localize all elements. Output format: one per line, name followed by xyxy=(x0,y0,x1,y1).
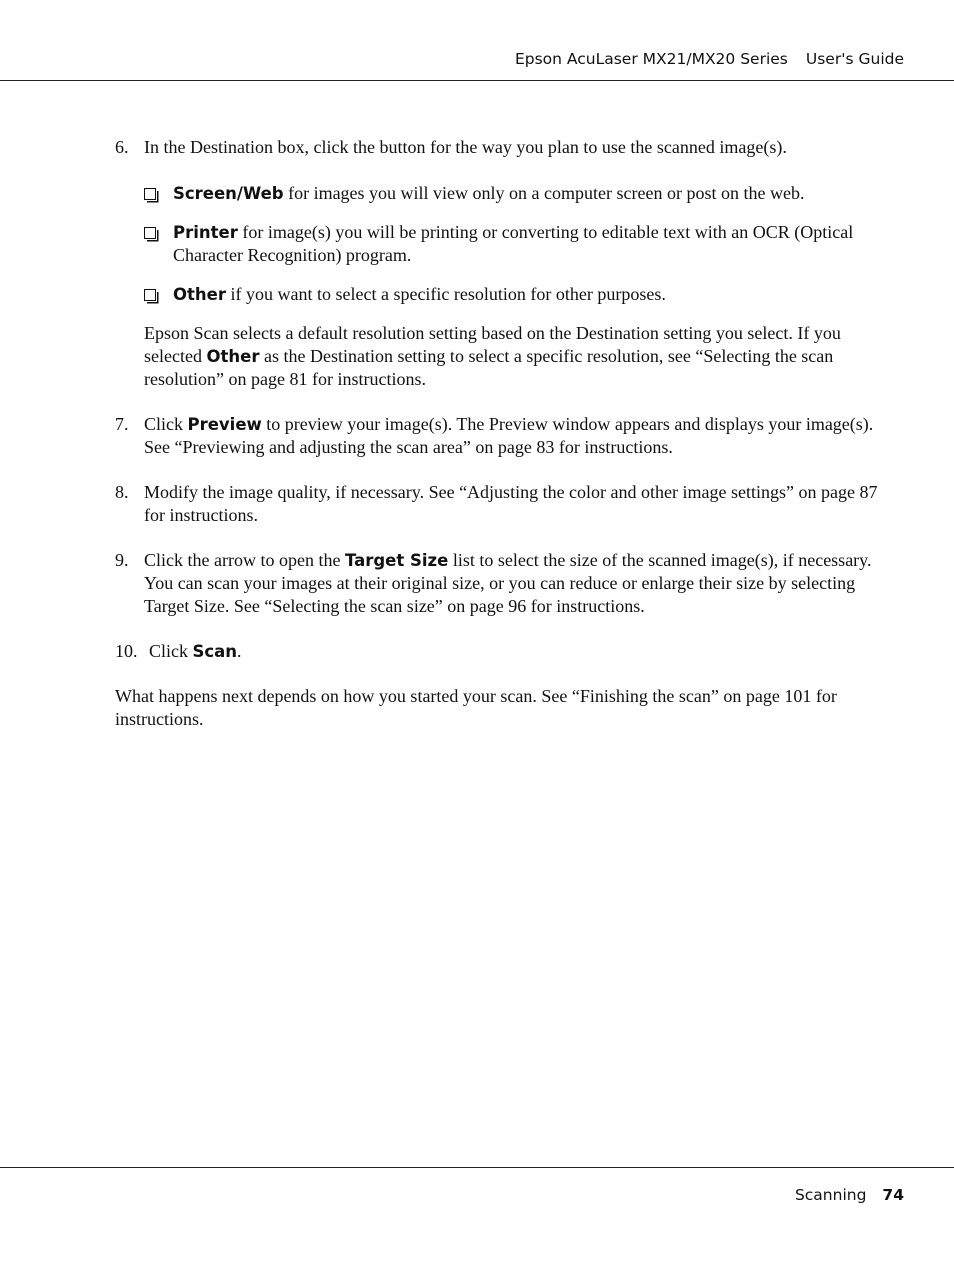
step-text xyxy=(149,640,889,663)
footer-rule xyxy=(0,1167,954,1168)
header-guide: User's Guide xyxy=(805,50,904,68)
checkbox-bullet-icon xyxy=(144,188,156,200)
step-part: Click the arrow to open the xyxy=(144,550,345,570)
bullet-term: Printer xyxy=(173,223,238,242)
closing-paragraph: What happens next depends on how you started your scan. See “Finishing the scan” on page 101 for instructions. xyxy=(115,686,837,729)
footer-section: Scanning xyxy=(794,1186,867,1204)
step-number: 7. xyxy=(115,414,129,434)
step-part: to preview your image(s). The Preview window appears and displays your image(s). See “Previewing and adjusting the scan area” on page 83 for instructions. xyxy=(144,414,874,457)
step-part: Click xyxy=(149,641,193,661)
running-header xyxy=(515,50,904,68)
header-product: Epson AcuLaser MX21/MX20 Series xyxy=(514,50,788,68)
header-rule xyxy=(0,80,954,81)
step-term: Target Size xyxy=(344,551,449,570)
note-term: Other xyxy=(206,347,260,366)
bullet-desc: for images you will view only on a computer screen or post on the web. xyxy=(283,183,805,203)
step-number: 8. xyxy=(115,482,129,502)
bullet-desc: if you want to select a specific resolution for other purposes. xyxy=(226,284,666,304)
running-footer xyxy=(795,1186,904,1204)
step-part: Click xyxy=(144,414,188,434)
step-part: list to select the size of the scanned image(s), if necessary. You can scan your images at their original size, or you can reduce or enlarge their size by selecting Target Size. See “Selecting the scan size” on page 96 for instructions. xyxy=(144,550,872,616)
step-number: 10. xyxy=(115,641,138,661)
bullet-term: Other xyxy=(173,285,226,304)
step-number: 6. xyxy=(115,137,129,157)
step-text: Modify the image quality, if necessary. See “Adjusting the color and other image settings” on page 87 for instructions. xyxy=(144,482,878,525)
note-part: Epson Scan selects a default resolution setting based on the Destination setting you select. If you selected xyxy=(144,323,841,366)
step-text xyxy=(144,549,884,618)
bullet-desc: for image(s) you will be printing or converting to editable text with an OCR (Optical Character Recognition) program. xyxy=(173,222,854,265)
checkbox-bullet-icon xyxy=(144,227,156,239)
bullet-text xyxy=(173,283,884,306)
page-number: 74 xyxy=(882,1186,904,1204)
checkbox-bullet-icon xyxy=(144,289,156,301)
step-text xyxy=(144,413,884,459)
note-part: as the Destination setting to select a specific resolution, see “Selecting the scan resolution” on page 81 for instructions. xyxy=(144,346,834,389)
step-term: Preview xyxy=(187,415,262,434)
bullet-text xyxy=(173,221,884,267)
step-text: In the Destination box, click the button for the way you plan to use the scanned image(s). xyxy=(144,137,787,157)
bullet-term: Screen/Web xyxy=(173,184,284,203)
note-text xyxy=(144,322,884,391)
step-part: . xyxy=(237,641,242,661)
step-term: Scan xyxy=(192,642,238,661)
step-number: 9. xyxy=(115,550,129,570)
bullet-text xyxy=(173,182,884,205)
